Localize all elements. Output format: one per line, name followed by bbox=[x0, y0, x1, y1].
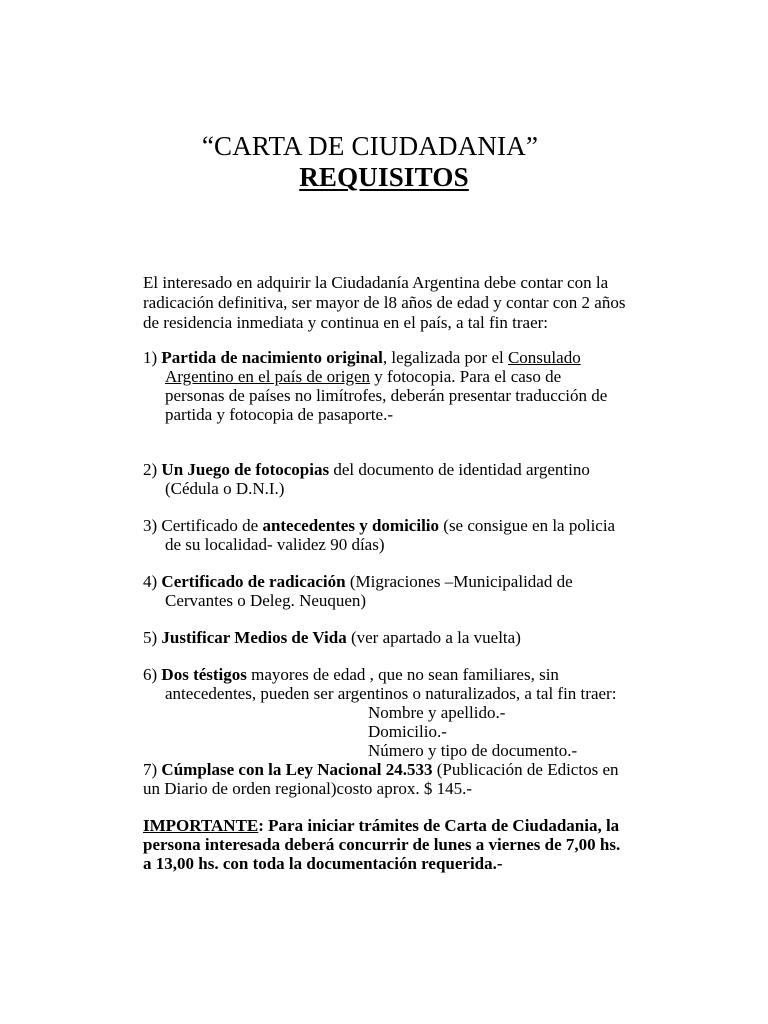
item-number: 5) bbox=[143, 628, 158, 647]
requirement-3-line-2: de su localidad- validez 90 días) bbox=[165, 535, 385, 554]
requirement-7-line-1 bbox=[143, 760, 619, 780]
requirement-4-line-2: Cervantes o Deleg. Neuquen) bbox=[165, 591, 367, 610]
item-number: 3) bbox=[143, 516, 158, 535]
item-number: 4) bbox=[143, 572, 158, 591]
requirement-1-text-2: y fotocopia. Para el caso de bbox=[370, 367, 562, 386]
requirement-6-line-2: antecedentes, pueden ser argentinos o naturalizados, a tal fin traer: bbox=[165, 684, 617, 703]
requirement-2-title: Un Juego de fotocopias bbox=[161, 460, 330, 479]
requirement-1-line-2 bbox=[165, 367, 561, 387]
requirement-7-text: (Publicación de Edictos en bbox=[432, 760, 619, 779]
requirement-5-text: (ver apartado a la vuelta) bbox=[346, 628, 521, 647]
requirement-3-text: Certificado de bbox=[161, 516, 263, 535]
requirement-6-text: mayores de edad , que no sean familiares, sin bbox=[246, 665, 559, 684]
requirement-4-title: Certificado de radicación bbox=[161, 572, 346, 591]
requirement-3-line-1 bbox=[143, 516, 615, 536]
witness-requirement-address: Domicilio.- bbox=[368, 722, 447, 741]
requirement-7-title: Cúmplase con la Ley Nacional 24.533 bbox=[161, 760, 433, 779]
item-number: 6) bbox=[143, 665, 158, 684]
requirement-4-text: (Migraciones –Municipalidad de bbox=[345, 572, 573, 591]
requirement-2-line-2: (Cédula o D.N.I.) bbox=[165, 479, 285, 498]
requirement-2-text: del documento de identidad argentino bbox=[329, 460, 590, 479]
pais-origen-text: Argentino en el país de origen bbox=[165, 367, 371, 386]
item-number: 7) bbox=[143, 760, 158, 779]
intro-line-2: radicación definitiva, ser mayor de l8 años de edad y contar con 2 años bbox=[143, 293, 626, 312]
requirement-6-line-1 bbox=[143, 665, 559, 685]
document-title: “CARTA DE CIUDADANIA” bbox=[201, 131, 539, 161]
important-line-1 bbox=[143, 816, 619, 836]
important-label: IMPORTANTE bbox=[143, 816, 259, 835]
important-line-2: persona interesada deberá concurrir de lunes a viernes de 7,00 hs. bbox=[143, 835, 621, 854]
requirement-4-line-1 bbox=[143, 572, 573, 592]
requirement-3-text-2: (se consigue en la policia bbox=[439, 516, 616, 535]
document-subtitle: REQUISITOS bbox=[299, 162, 469, 192]
intro-line-3: de residencia inmediata y continua en el país, a tal fin traer: bbox=[143, 313, 548, 332]
requirement-5-line-1 bbox=[143, 628, 521, 648]
requirement-5-title: Justificar Medios de Vida bbox=[161, 628, 347, 647]
consulado-link-text: Consulado bbox=[507, 348, 581, 367]
item-number: 1) bbox=[143, 348, 158, 367]
important-text-1: : Para iniciar trámites de Carta de Ciudadania, la bbox=[258, 816, 620, 835]
requirement-2-line-1 bbox=[143, 460, 590, 480]
important-line-3: a 13,00 hs. con toda la documentación requerida.- bbox=[143, 854, 503, 873]
requirement-1-line-1 bbox=[143, 348, 581, 368]
requirement-1-title: Partida de nacimiento original bbox=[161, 348, 383, 367]
requirement-7-line-2: un Diario de orden regional)costo aprox. $ 145.- bbox=[143, 779, 473, 798]
witness-requirement-name: Nombre y apellido.- bbox=[368, 703, 506, 722]
witness-requirement-id: Número y tipo de documento.- bbox=[368, 741, 578, 760]
requirement-1-line-3: personas de países no limítrofes, deberán presentar traducción de bbox=[165, 386, 608, 405]
item-number: 2) bbox=[143, 460, 158, 479]
requirement-6-title: Dos téstigos bbox=[161, 665, 247, 684]
requirement-1-line-4: partida y fotocopia de pasaporte.- bbox=[165, 405, 393, 424]
requirement-1-text: , legalizada por el bbox=[382, 348, 508, 367]
requirement-3-title: antecedentes y domicilio bbox=[262, 516, 440, 535]
intro-line-1: El interesado en adquirir la Ciudadanía Argentina debe contar con la bbox=[143, 273, 609, 292]
